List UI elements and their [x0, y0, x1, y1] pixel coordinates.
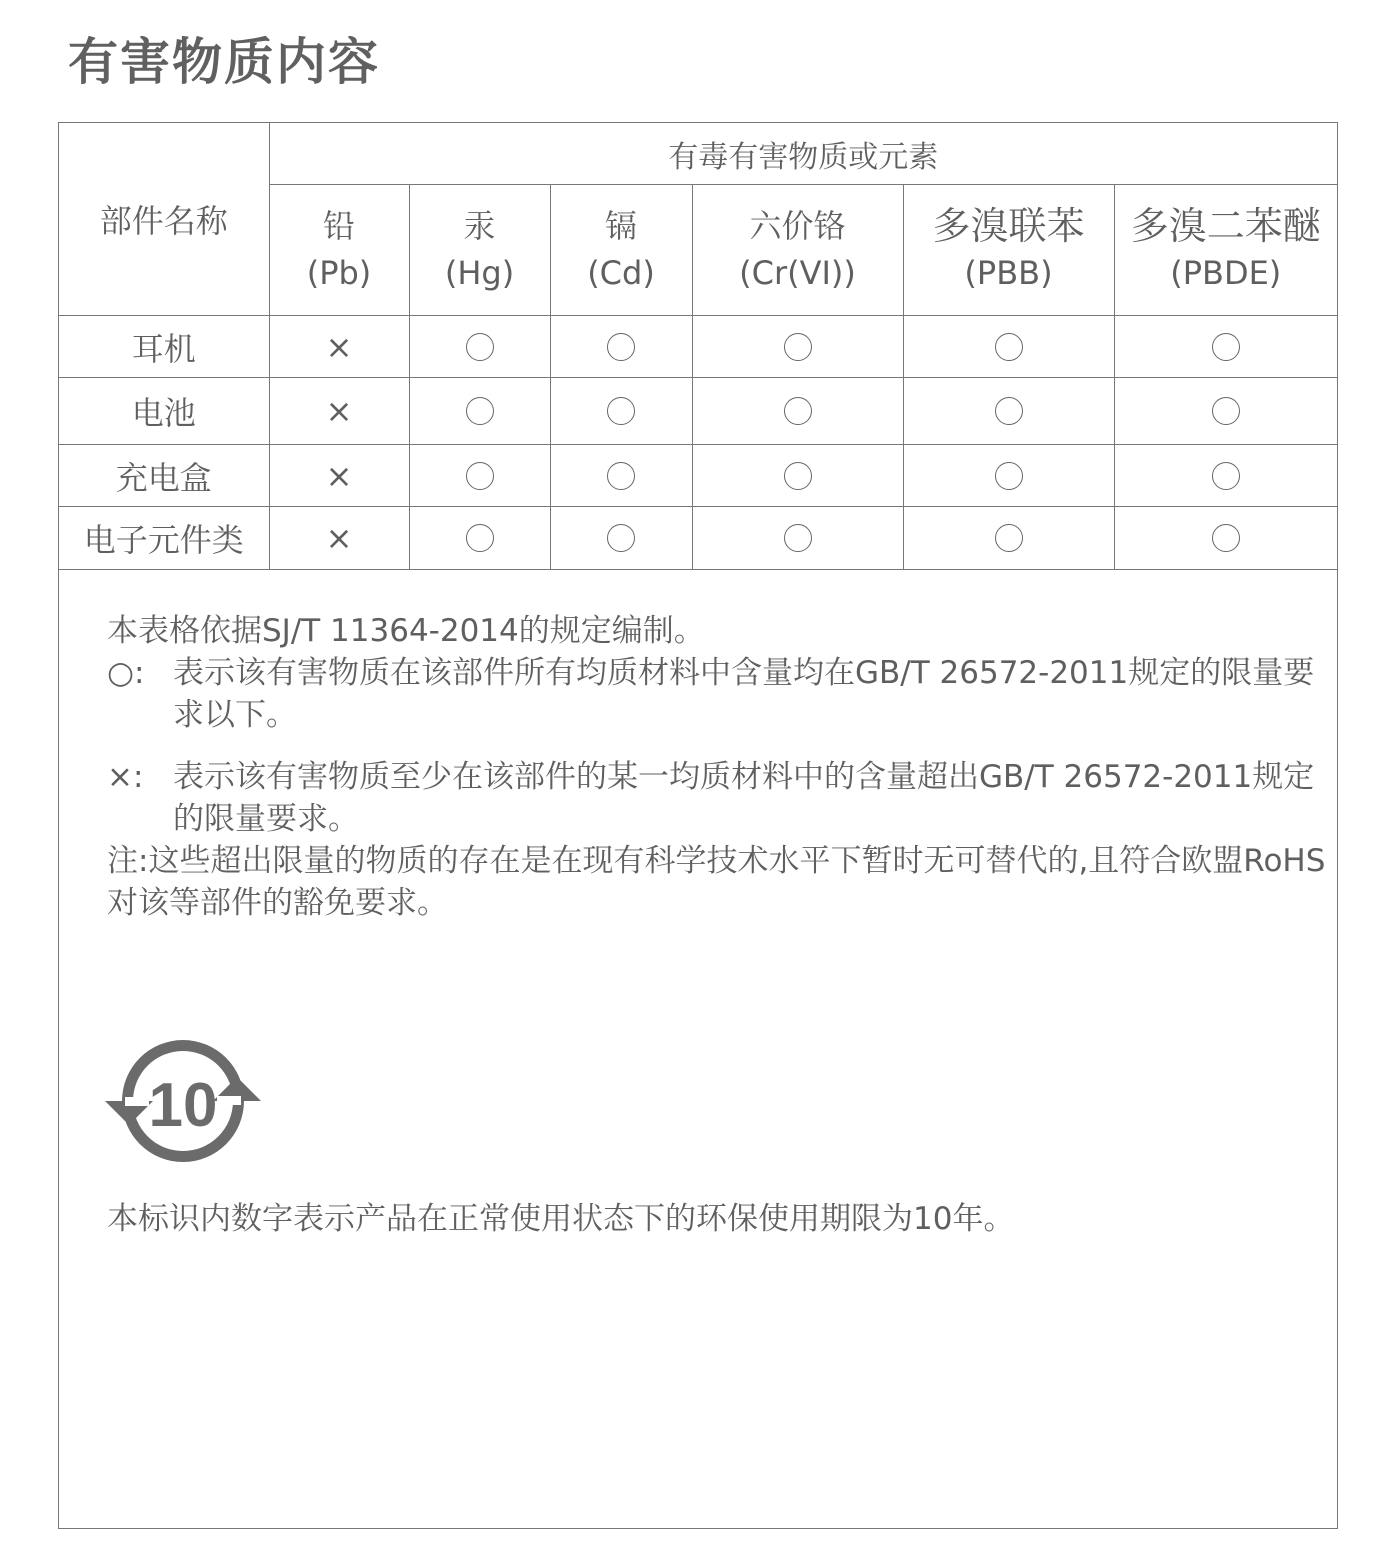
part-name: 电子元件类: [59, 507, 269, 570]
circle-mark: [1212, 524, 1240, 552]
table-row: [59, 445, 1337, 507]
circle-mark: [1212, 333, 1240, 361]
circle-mark: [607, 524, 635, 552]
part-name: 充电盒: [59, 445, 269, 507]
cross-mark: ×: [325, 392, 353, 430]
circle-mark: [784, 333, 812, 361]
circle-mark: [607, 462, 635, 490]
circle-mark: [466, 524, 494, 552]
table-row: [59, 507, 1337, 570]
substance-header-cd: 镉 (Cd): [550, 185, 692, 316]
cross-mark: ×: [325, 456, 353, 495]
cross-legend: [107, 756, 1327, 840]
circle-legend-text: 表示该有害物质在该部件所有均质材料中含量均在GB/T 26572-2011规定的限量要求以下。: [173, 655, 1315, 733]
efup-10-year-logo-icon: [105, 1033, 261, 1169]
substance-header-hg: 汞 (Hg): [409, 185, 550, 316]
circle-mark: [607, 397, 635, 425]
substance-header-cr6: 六价铬 (Cr(VI)): [692, 185, 903, 316]
substance-group-header: 有毒有害物质或元素: [269, 123, 1337, 185]
cross-mark: ×: [325, 327, 353, 366]
circle-mark: [1212, 462, 1240, 490]
footnote: 注:这些超出限量的物质的存在是在现有科学技术水平下暂时无可替代的,且符合欧盟RoHS对该等部件的豁免要求。: [107, 843, 1326, 921]
circle-mark: [995, 524, 1023, 552]
content-frame: [58, 122, 1338, 1529]
efup-caption: 本标识内数字表示产品在正常使用状态下的环保使用期限为10年。: [107, 1201, 1015, 1237]
part-name: 耳机: [59, 316, 269, 378]
circle-mark: [466, 333, 494, 361]
cross-mark: ×: [325, 519, 353, 557]
page-title: 有害物质内容: [68, 33, 380, 91]
circle-mark: [784, 397, 812, 425]
circle-legend-symbol: ○:: [107, 655, 145, 691]
substance-header-pb: 铅 (Pb): [269, 185, 409, 316]
circle-mark: [466, 397, 494, 425]
circle-mark: [995, 397, 1023, 425]
notes: [107, 610, 1327, 924]
circle-mark: [784, 524, 812, 552]
cross-legend-text: 表示该有害物质至少在该部件的某一均质材料中的含量超出GB/T 26572-2011规定的限量要求。: [173, 759, 1315, 837]
table-row: [59, 378, 1337, 445]
substance-header-pbde: 多溴二苯醚 (PBDE): [1114, 185, 1337, 316]
part-name: 电池: [59, 378, 269, 445]
efup-number: 10: [148, 1071, 218, 1140]
basis-note: 本表格依据SJ/T 11364-2014的规定编制。: [107, 613, 705, 649]
circle-mark: [466, 462, 494, 490]
circle-mark: [784, 462, 812, 490]
circle-legend: [107, 652, 1327, 736]
part-name-header: 部件名称: [59, 123, 269, 316]
table-row: [59, 316, 1337, 378]
hazardous-substance-table: [59, 123, 1337, 570]
cross-legend-symbol: ×:: [107, 759, 144, 795]
circle-mark: [607, 333, 635, 361]
circle-mark: [995, 333, 1023, 361]
circle-mark: [995, 462, 1023, 490]
substance-header-pbb: 多溴联苯 (PBB): [903, 185, 1114, 316]
circle-mark: [1212, 397, 1240, 425]
